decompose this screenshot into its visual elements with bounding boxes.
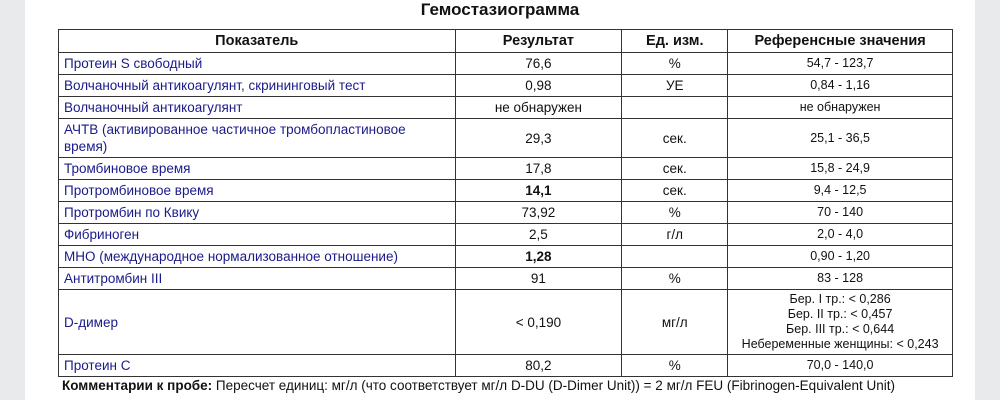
header-reference: Референсные значения (728, 30, 953, 53)
reference-range: 83 - 128 (728, 268, 953, 290)
report-title: Гемостазиограмма (420, 0, 580, 19)
table-row (59, 158, 953, 180)
header-result: Результат (455, 30, 622, 53)
result-value: 73,92 (455, 202, 622, 224)
parameter-name: МНО (международное нормализованное отношение) (59, 246, 456, 268)
result-value: 0,98 (455, 75, 622, 97)
report-page (25, 0, 975, 400)
parameter-name: Волчаночный антикоагулянт, скрининговый тест (59, 75, 456, 97)
parameter-name: Протромбин по Квику (59, 202, 456, 224)
unit: сек. (622, 180, 728, 202)
result-value: 91 (455, 268, 622, 290)
result-value: 76,6 (455, 53, 622, 75)
reference-line: Бер. III тр.: < 0,644 (786, 322, 895, 336)
parameter-name: Протеин S свободный (59, 53, 456, 75)
table-row (59, 290, 953, 355)
table-row (59, 53, 953, 75)
parameter-name: Фибриноген (59, 224, 456, 246)
parameter-name: Волчаночный антикоагулянт (59, 97, 456, 119)
result-value: 17,8 (455, 158, 622, 180)
reference-range: 15,8 - 24,9 (728, 158, 953, 180)
parameter-name: АЧТВ (активированное частичное тромбопластиновое время) (59, 119, 456, 158)
table-row (59, 180, 953, 202)
reference-line: Бер. I тр.: < 0,286 (789, 292, 891, 306)
result-value: 1,28 (455, 246, 622, 268)
parameter-name: Антитромбин III (59, 268, 456, 290)
unit (622, 246, 728, 268)
comment-text: Пересчет единиц: мг/л (что соответствует мг/л D-DU (D-Dimer Unit)) = 2 мг/л FEU (Fibrinogen-Equivalent Unit) (215, 378, 895, 393)
parameter-name: Протромбиновое время (59, 180, 456, 202)
result-value: не обнаружен (455, 97, 622, 119)
reference-range: не обнаружен (728, 97, 953, 119)
reference-range: 2,0 - 4,0 (728, 224, 953, 246)
table-header (59, 30, 953, 53)
reference-range: 0,90 - 1,20 (728, 246, 953, 268)
unit (622, 97, 728, 119)
unit: % (622, 202, 728, 224)
header-parameter: Показатель (59, 30, 456, 53)
reference-range: 70 - 140 (728, 202, 953, 224)
result-value: 2,5 (455, 224, 622, 246)
unit: % (622, 268, 728, 290)
sample-comment (62, 377, 952, 394)
header-unit: Ед. изм. (622, 30, 728, 53)
unit: сек. (622, 158, 728, 180)
result-value: 29,3 (455, 119, 622, 158)
table-row (59, 246, 953, 268)
table-row (59, 355, 953, 377)
reference-range: 9,4 - 12,5 (728, 180, 953, 202)
table-row (59, 202, 953, 224)
result-value: 14,1 (455, 180, 622, 202)
reference-range: 70,0 - 140,0 (728, 355, 953, 377)
unit: мг/л (622, 290, 728, 355)
reference-range: 54,7 - 123,7 (728, 53, 953, 75)
unit: г/л (622, 224, 728, 246)
results-table (58, 29, 953, 377)
reference-range: 25,1 - 36,5 (728, 119, 953, 158)
parameter-name: Тромбиновое время (59, 158, 456, 180)
parameter-name: D-димер (59, 290, 456, 355)
comment-label: Комментарии к пробе: (62, 378, 213, 393)
table-row (59, 75, 953, 97)
table-row (59, 119, 953, 158)
table-row (59, 97, 953, 119)
result-value: 80,2 (455, 355, 622, 377)
reference-line: Небеременные женщины: < 0,243 (741, 337, 939, 351)
unit: % (622, 53, 728, 75)
unit: УЕ (622, 75, 728, 97)
parameter-name: Протеин С (59, 355, 456, 377)
reference-range: 0,84 - 1,16 (728, 75, 953, 97)
unit: сек. (622, 119, 728, 158)
table-row (59, 268, 953, 290)
reference-range (728, 290, 953, 355)
unit: % (622, 355, 728, 377)
result-value: < 0,190 (455, 290, 622, 355)
reference-line: Бер. II тр.: < 0,457 (787, 307, 893, 321)
table-row (59, 224, 953, 246)
